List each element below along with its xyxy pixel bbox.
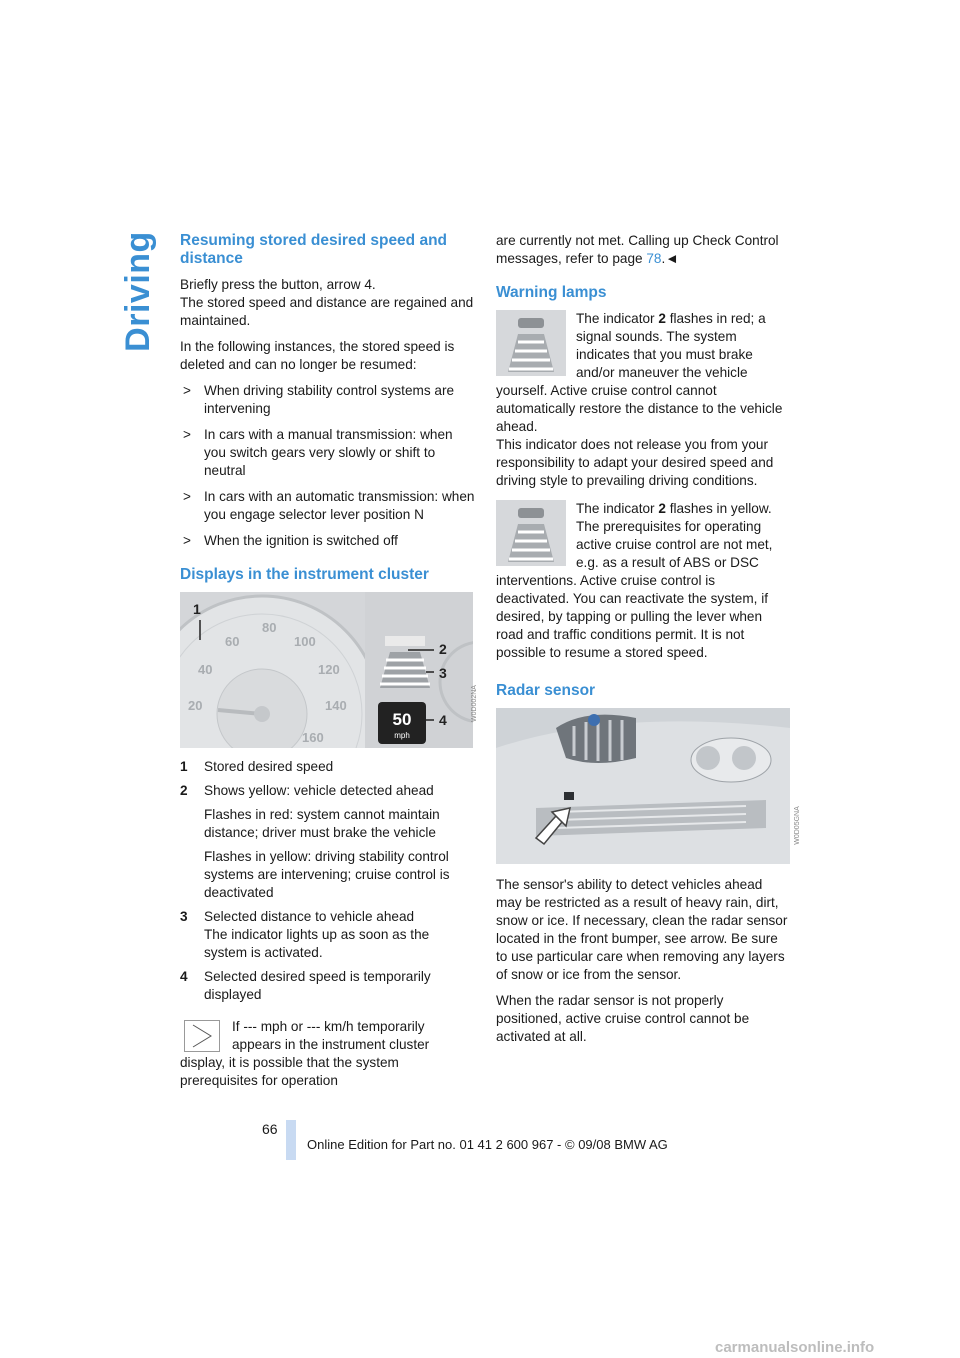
radar-paragraph-1: The sensor's ability to detect vehicles ahead may be restricted as a result of heavy rain, dirt, snow or ice. If necessary, clean the radar sensor located in the front bumper, see arrow. Be sure to use particular care when removing any layers of snow or ice from the sensor.: [496, 877, 788, 982]
legend-number: 4: [180, 969, 188, 984]
legend-text: Stored desired speed: [204, 759, 334, 774]
section-side-title: [118, 231, 158, 352]
resume-heading: Resuming stored desired speed and distance: [180, 232, 448, 267]
bullet-text: In cars with an automatic transmission: when you engage selector lever position N: [204, 489, 475, 522]
warn1-paragraph-2: This indicator does not release you from your responsibility to adapt your desired speed and driving style to prevailing driving conditions.: [496, 437, 774, 488]
radar-sensor-illustration: [496, 708, 790, 864]
note-triangle-icon: [184, 1020, 220, 1052]
dial-label: 80: [262, 620, 277, 635]
note-cont-text: are currently not met. Calling up Check Control messages, refer to page: [496, 233, 779, 266]
legend-number: 3: [180, 909, 188, 924]
dial-label: 140: [325, 698, 347, 713]
legend-sub-text: The indicator lights up as soon as the system is activated.: [204, 927, 430, 960]
legend-text: Selected desired speed is temporarily displayed: [204, 969, 431, 1002]
resume-paragraph-1: Briefly press the button, arrow 4.: [180, 277, 376, 292]
list-item: [180, 488, 475, 524]
bullet-text: When the ignition is switched off: [204, 533, 398, 548]
instrument-cluster-figure: [180, 592, 473, 748]
dial-label: 120: [318, 662, 340, 677]
note-text: If --- mph or --- km/h temporarily appears in the instrument cluster display, it is possible that the system prerequisites for operation: [180, 1019, 430, 1088]
dial-label: 100: [294, 634, 316, 649]
figure-code-left: W0D002NA: [470, 685, 478, 722]
legend-text: Shows yellow: vehicle detected ahead: [204, 783, 434, 798]
legend-number: 1: [180, 759, 188, 774]
radar-paragraph-2: When the radar sensor is not properly positioned, active cruise control cannot be activated at all.: [496, 993, 750, 1044]
bullet-text: In cars with a manual transmission: when you switch gears very slowly or shift to neutral: [204, 427, 453, 478]
bullet-marker: >: [183, 489, 191, 504]
warn2-text-a: The indicator: [576, 501, 659, 516]
callout-3: 3: [439, 665, 447, 681]
speed-value: 50: [392, 710, 412, 729]
legend-sub-text: Flashes in red: system cannot maintain distance; driver must brake the vehicle: [204, 807, 440, 840]
warning-indicator-icon: [496, 310, 566, 376]
callout-2: 2: [439, 641, 447, 657]
callout-1: 1: [193, 601, 201, 617]
warn2-number: 2: [658, 501, 666, 516]
left-column: [180, 232, 475, 1090]
radar-sensor-figure: [496, 708, 790, 864]
warn1-text-b: flashes in red; a signal sounds. The system indicates that you must brake and/or maneuver the vehicle yourself. Active cruise control cannot automatically restore the distance to the vehicle ahead.: [496, 311, 783, 434]
resume-bullet-list: [180, 382, 475, 550]
legend-text: Selected distance to vehicle ahead: [204, 909, 415, 924]
bullet-marker: >: [183, 383, 191, 398]
right-column: [496, 232, 791, 1054]
dial-label: 160: [302, 730, 324, 745]
callout-4: 4: [439, 712, 447, 728]
warning-indicator-icon: [496, 500, 566, 566]
displays-heading: Displays in the instrument cluster: [180, 566, 429, 583]
bullet-text: When driving stability control systems are intervening: [204, 383, 455, 416]
radar-heading: Radar sensor: [496, 682, 596, 699]
dial-label: 60: [225, 634, 240, 649]
page-number: 66: [262, 1121, 278, 1137]
warn2-text-b: flashes in yellow. The prerequisites for operating active cruise control are not met, e.g. as a result of ABS or DSC interventions. Active cruise control is deactivated. You can reactivate the system, if desired, by tapping or pulling the lever when road and traffic conditions permit. It is not possible to resume a stored speed.: [496, 501, 773, 660]
figure-legend: [180, 758, 475, 1004]
note-continuation: [496, 232, 791, 268]
legend-number: 2: [180, 783, 188, 798]
footer-bar: [286, 1120, 296, 1160]
note-block: [180, 1018, 475, 1090]
legend-row: [180, 758, 475, 776]
bullet-marker: >: [183, 427, 191, 442]
warning-red-block: [496, 310, 791, 490]
list-item: [180, 426, 475, 480]
warning-yellow-block: [496, 500, 791, 662]
dial-label: 40: [198, 662, 213, 677]
legend-sub-text: Flashes in yellow: driving stability control systems are intervening; cruise control is deactivated: [204, 849, 450, 900]
figure-code-right: W0D05GNA: [793, 806, 801, 845]
watermark: carmanualsonline.info: [715, 1339, 875, 1356]
warn1-number: 2: [658, 311, 666, 326]
end-mark: .◄: [661, 251, 679, 266]
list-item: [180, 382, 475, 418]
bullet-marker: >: [183, 533, 191, 548]
warn1-text-a: The indicator: [576, 311, 659, 326]
instrument-cluster-illustration: [180, 592, 473, 748]
side-title-text: Driving: [118, 231, 157, 352]
legend-row: [180, 908, 475, 926]
warning-heading: Warning lamps: [496, 284, 607, 301]
speed-unit: mph: [394, 731, 410, 740]
list-item: [180, 532, 475, 550]
footer-text: Online Edition for Part no. 01 41 2 600 967 - © 09/08 BMW AG: [307, 1137, 668, 1152]
legend-row: [180, 782, 475, 800]
legend-row: [180, 968, 475, 1004]
dial-label: 20: [188, 698, 203, 713]
resume-paragraph-3: In the following instances, the stored speed is deleted and can no longer be resumed:: [180, 339, 455, 372]
resume-paragraph-2: The stored speed and distance are regained and maintained.: [180, 295, 474, 328]
page-reference-link[interactable]: 78: [646, 251, 662, 266]
